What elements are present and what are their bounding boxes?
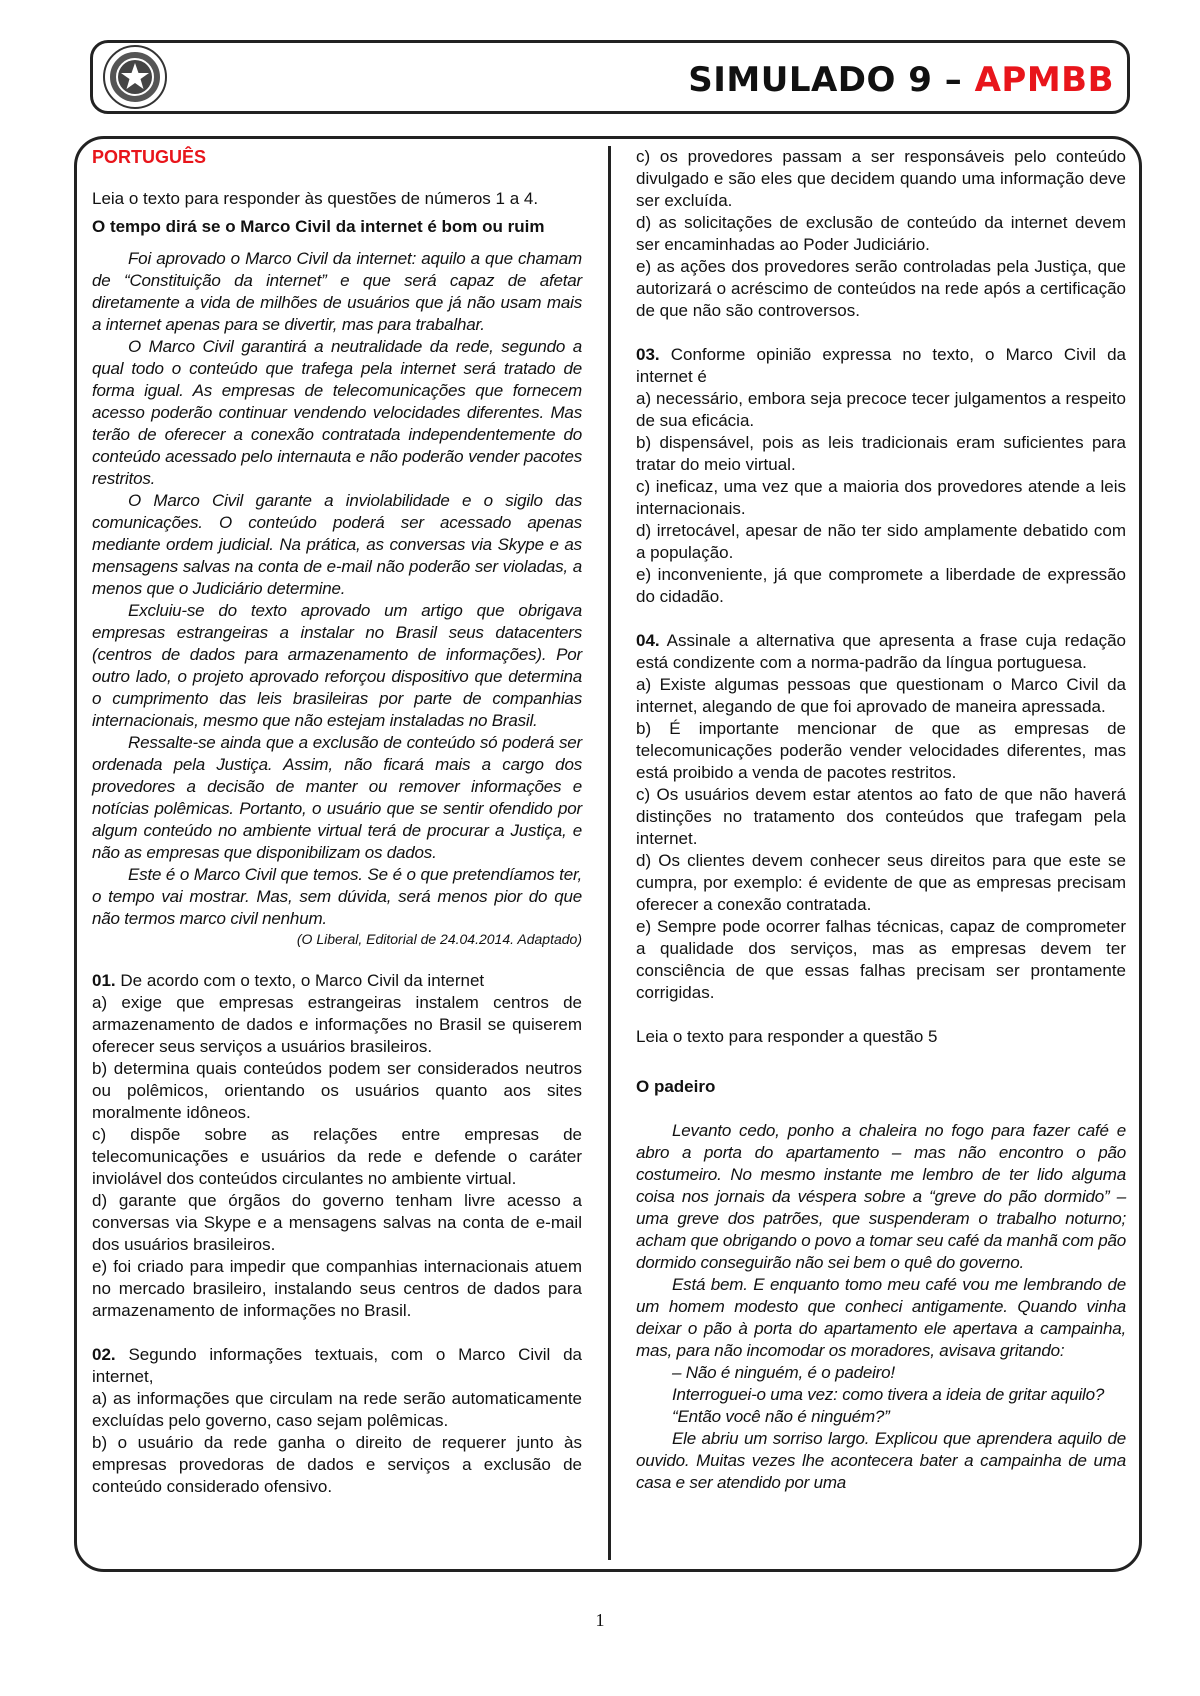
question-03-stem (636, 344, 1126, 388)
question-text: Conforme opinião expressa no texto, o Marco Civil da internet é (636, 345, 1126, 386)
question-number: 01. (92, 971, 116, 990)
question-text: Segundo informações textuais, com o Marco Civil da internet, (92, 1345, 582, 1386)
option: b) dispensável, pois as leis tradicionais eram suficientes para tratar do meio virtual. (636, 433, 1126, 474)
question-text: De acordo com o texto, o Marco Civil da internet (115, 971, 485, 990)
option: a) as informações que circulam na rede serão automaticamente excluídas pelo governo, caso sejam polêmicas. (92, 1389, 582, 1430)
text-paragraph: Interroguei-o uma vez: como tivera a ideia de gritar aquilo? (672, 1385, 1105, 1404)
page-number: 1 (595, 1610, 605, 1630)
intro-text-5: Leia o texto para responder a questão 5 (636, 1027, 938, 1046)
title-prefix: SIMULADO 9 – (688, 60, 975, 100)
text-paragraph: O Marco Civil garantirá a neutralidade da rede, segundo a qual todo o conteúdo que trafega pela internet será tratado de forma igual. As empresas de telecomunicações que fornecem acesso poderão continuar vendendo velocidades diferentes. Mas terão de oferecer a conexão contratada independentemente do conteúdo acessado pelo internauta e não poderão vender pacotes restritos. (92, 337, 582, 488)
text-paragraph: Levanto cedo, ponho a chaleira no fogo para fazer café e abro a porta do apartamento – mas não encontro o pão costumeiro. No mesmo instante me lembro de ter lido alguma coisa nos jornais da véspera sobre a “greve do pão dormido” – uma greve dos patrões, que suspenderam o trabalho noturno; acham que obrigando o povo a tomar seu café da manhã com pão dormido conseguirão não sei bem o quê do governo. (636, 1121, 1126, 1272)
option: b) o usuário da rede ganha o direito de requerer junto às empresas provedoras de dados e serviços a exclusão de conteúdo considerado ofensivo. (92, 1433, 582, 1496)
question-01-stem (92, 970, 582, 992)
question-02-stem (92, 1344, 582, 1388)
option: d) irretocável, apesar de não ter sido amplamente debatido com a população. (636, 521, 1126, 562)
text-source: (O Liberal, Editorial de 24.04.2014. Adaptado) (296, 931, 582, 947)
school-seal-logo (102, 44, 168, 110)
title-brand: APMBB (974, 60, 1114, 100)
section-heading: PORTUGUÊS (92, 147, 207, 167)
right-column (636, 146, 1126, 1494)
left-column (92, 146, 582, 1498)
question-number: 04. (636, 631, 660, 650)
question-number: 03. (636, 345, 660, 364)
option: d) Os clientes devem conhecer seus direitos para que este se cumpra, por exemplo: é evidente de que as empresas precisam oferecer a conexão contratada. (636, 851, 1126, 914)
column-divider (608, 146, 611, 1560)
text-paragraph: – Não é ninguém, é o padeiro! (672, 1363, 895, 1382)
option: e) foi criado para impedir que companhias internacionais atuem no mercado brasileiro, instalando seus centros de dados para armazenamento de informações no Brasil. (92, 1257, 582, 1320)
option: b) É importante mencionar de que as empresas de telecomunicações poderão vender velocidades diferentes, mas está proibido a venda de pacotes restritos. (636, 719, 1126, 782)
option: c) os provedores passam a ser responsáveis pelo conteúdo divulgado e são eles que decidem quando uma informação deve ser excluída. (636, 147, 1126, 210)
option: e) as ações dos provedores serão controladas pela Justiça, que autorizará o acréscimo de conteúdos na rede após a certificação de que não são controversos. (636, 257, 1126, 320)
text-paragraph: “Então você não é ninguém?” (672, 1407, 890, 1426)
text-paragraph: O Marco Civil garante a inviolabilidade e o sigilo das comunicações. O conteúdo poderá ser acessado apenas mediante ordem judicial. Na prática, as conversas via Skype e as mensagens salvas na conta de e-mail não poderão ser violadas, a menos que o Judiciário determine. (92, 491, 582, 598)
option: a) exige que empresas estrangeiras instalem centros de armazenamento de dados e informações no Brasil se quiserem oferecer seus serviços a usuários brasileiros. (92, 993, 582, 1056)
text-paragraph: Ele abriu um sorriso largo. Explicou que aprendera aquilo de ouvido. Muitas vezes lhe acontecera bater a campainha de uma casa e ser atendido por uma (636, 1429, 1126, 1492)
text-paragraph: Está bem. E enquanto tomo meu café vou me lembrando de um homem modesto que conheci antigamente. Quando vinha deixar o pão à porta do apartamento ele apertava a campainha, mas, para não incomodar os moradores, avisava gritando: (636, 1275, 1126, 1360)
page-title (688, 60, 1114, 100)
option: b) determina quais conteúdos podem ser considerados neutros ou polêmicos, orientando os usuários quanto aos sites moralmente idôneos. (92, 1059, 582, 1122)
option: a) necessário, embora seja precoce tecer julgamentos a respeito de sua eficácia. (636, 389, 1126, 430)
intro-text: Leia o texto para responder às questões de números 1 a 4. (92, 189, 539, 208)
text-paragraph: Este é o Marco Civil que temos. Se é o que pretendíamos ter, o tempo vai mostrar. Mas, sem dúvida, será menos pior do que não termos marco civil nenhum. (92, 865, 582, 928)
text-title: O tempo dirá se o Marco Civil da internet é bom ou ruim (92, 217, 545, 236)
option: d) garante que órgãos do governo tenham livre acesso a conversas via Skype e a mensagens salvas na conta de e-mail dos usuários brasileiros. (92, 1191, 582, 1254)
option: e) Sempre pode ocorrer falhas técnicas, capaz de comprometer a qualidade dos serviços, mas as empresas devem ter consciência de que essas falhas precisam ser prontamente corrigidas. (636, 917, 1126, 1002)
question-04-stem (636, 630, 1126, 674)
option: c) Os usuários devem estar atentos ao fato de que não haverá distinções no tratamento dos conteúdos que trafegam pela internet. (636, 785, 1126, 848)
option: c) ineficaz, uma vez que a maioria dos provedores atende a leis internacionais. (636, 477, 1126, 518)
option: a) Existe algumas pessoas que questionam o Marco Civil da internet, alegando de que foi aprovado de maneira apressada. (636, 675, 1126, 716)
text-paragraph: Foi aprovado o Marco Civil da internet: aquilo a que chamam de “Constituição da internet” e que será capaz de afetar diretamente a vida de milhões de usuários que já não usam mais a internet apenas para se divertir, mas para trabalhar. (92, 249, 582, 334)
option: d) as solicitações de exclusão de conteúdo da internet devem ser encaminhadas ao Poder Judiciário. (636, 213, 1126, 254)
text5-title: O padeiro (636, 1077, 716, 1096)
question-text: Assinale a alternativa que apresenta a frase cuja redação está condizente com a norma-padrão da língua portuguesa. (636, 631, 1126, 672)
option: e) inconveniente, já que compromete a liberdade de expressão do cidadão. (636, 565, 1126, 606)
text-paragraph: Excluiu-se do texto aprovado um artigo que obrigava empresas estrangeiras a instalar no Brasil seus datacenters (centros de dados para armazenamento de informações). Por outro lado, o projeto aprovado reforçou dispositivo que determina o cumprimento das leis brasileiras por parte de companhias internacionais, mesmo que não estejam instaladas no Brasil. (92, 601, 582, 730)
text-paragraph: Ressalte-se ainda que a exclusão de conteúdo só poderá ser ordenada pela Justiça. Assim, não ficará mais a cargo dos provedores a decisão de manter ou remover informações e notícias polêmicas. Portanto, o usuário que se sentir ofendido por algum conteúdo no ambiente virtual terá de procurar a Justiça, e não as empresas que disponibilizam os dados. (92, 733, 582, 862)
option: c) dispõe sobre as relações entre empresas de telecomunicações e usuários da rede e defende o caráter inviolável dos conteúdos circulantes no ambiente virtual. (92, 1125, 582, 1188)
question-number: 02. (92, 1345, 116, 1364)
